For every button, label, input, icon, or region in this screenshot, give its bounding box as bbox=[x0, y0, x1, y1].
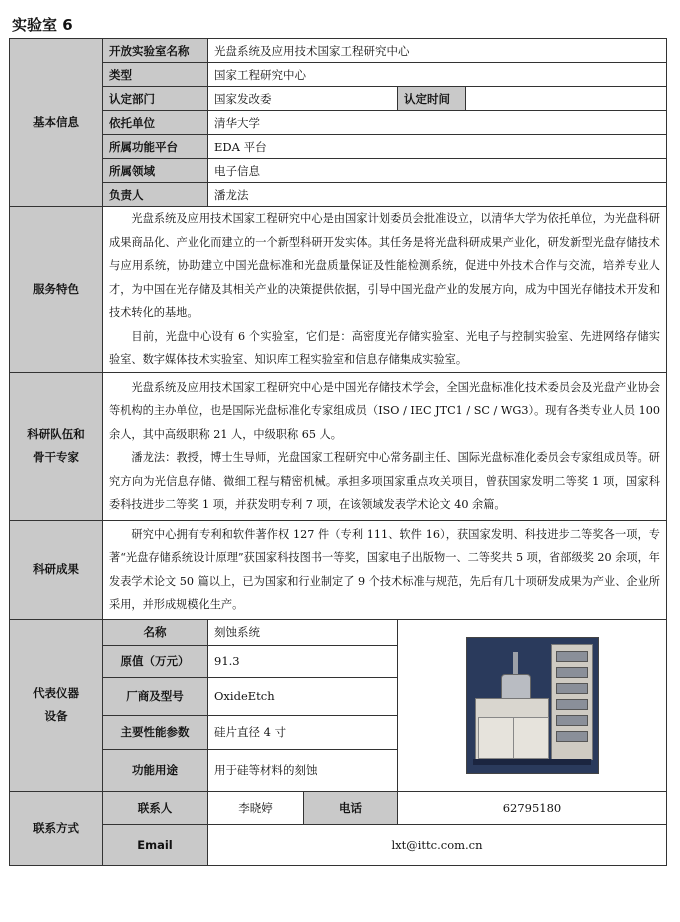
label-director: 负责人 bbox=[103, 183, 208, 207]
value-function: 用于硅等材料的刻蚀 bbox=[208, 749, 398, 791]
label-platform: 所属功能平台 bbox=[103, 135, 208, 159]
value-manufacturer: OxideEtch bbox=[208, 677, 398, 715]
label-email: Email bbox=[103, 824, 208, 865]
lab-info-table bbox=[9, 38, 667, 866]
section-instrument-line1: 代表仪器 bbox=[33, 686, 79, 700]
label-recognition-time: 认定时间 bbox=[398, 87, 466, 111]
value-lab-name: 光盘系统及应用技术国家工程研究中心 bbox=[208, 39, 667, 63]
value-platform: EDA 平台 bbox=[208, 135, 667, 159]
service-paragraph-2: 目前，光盘中心设有 6 个实验室，它们是：高密度光存储实验室、光电子与控制实验室、先进网络存储实验室、数字媒体技术实验室、知识库工程实验室和信息存储集成实验室。 bbox=[109, 329, 660, 366]
service-paragraph-1: 光盘系统及应用技术国家工程研究中心是由国家计划委员会批准设立，以清华大学为依托单位，为光盘科研成果商品化、产业化而建立的一个新型科研开发实体。其任务是将光盘科研成果产业化，研发新型光盘存储技术与应用系统，协助建立中国光盘标准和光盘质量保证及性能检测系统，促进中外技术合作与交流，培养专业人才，为中国在光存储及其相关产业的决策提供依据，引导中国光盘产业的发展方向，成为中国光存储技术开发和技术转化的基地。 bbox=[109, 212, 660, 319]
label-manufacturer: 厂商及型号 bbox=[103, 677, 208, 715]
section-instrument-line2: 设备 bbox=[44, 709, 68, 723]
results-paragraph-1: 研究中心拥有专利和软件著作权 127 件（专利 111、软件 16），获国家发明、科技进步二等奖各一项，专著“光盘存储系统设计原理”获国家科技图书一等奖，国家电子出版物一、二等奖共 5 项，省部级奖 20 余项，年发表学术论文 50 篇以上，已为国家和行业制定了 9 个技术标准与规范，先后有几十项研发成果为产业、企业所采用，并形成规模化生产。 bbox=[109, 527, 660, 611]
section-instrument bbox=[10, 619, 103, 791]
label-host-unit: 依托单位 bbox=[103, 111, 208, 135]
team-paragraph-1: 光盘系统及应用技术国家工程研究中心是中国光存储技术学会，全国光盘标准化技术委员会及光盘产业协会等机构的主办单位，也是国际光盘标准化专家组成员（ISO / IEC JTC1 / SC / WG3）。现有各类专业人员 100 余人，其中高级职称 21 人，中级职称 65 人。 bbox=[109, 380, 660, 441]
etching-system-photo bbox=[466, 637, 599, 774]
value-contact-person: 李晓婷 bbox=[208, 791, 304, 824]
label-lab-name: 开放实验室名称 bbox=[103, 39, 208, 63]
section-basic-info: 基本信息 bbox=[10, 39, 103, 207]
value-department: 国家发改委 bbox=[208, 87, 398, 111]
value-performance: 硅片直径 4 寸 bbox=[208, 715, 398, 749]
value-director: 潘龙法 bbox=[208, 183, 667, 207]
section-contact: 联系方式 bbox=[10, 791, 103, 865]
value-original-value: 91.3 bbox=[208, 645, 398, 677]
label-performance: 主要性能参数 bbox=[103, 715, 208, 749]
results-text bbox=[103, 520, 667, 619]
value-host-unit: 清华大学 bbox=[208, 111, 667, 135]
label-function: 功能用途 bbox=[103, 749, 208, 791]
value-email: lxt@ittc.com.cn bbox=[208, 824, 667, 865]
section-results: 科研成果 bbox=[10, 520, 103, 619]
value-phone: 62795180 bbox=[398, 791, 667, 824]
label-department: 认定部门 bbox=[103, 87, 208, 111]
team-text bbox=[103, 372, 667, 520]
label-contact-person: 联系人 bbox=[103, 791, 208, 824]
value-recognition-time bbox=[466, 87, 667, 111]
section-team-line2: 骨干专家 bbox=[33, 450, 79, 464]
value-type: 国家工程研究中心 bbox=[208, 63, 667, 87]
label-instrument-name: 名称 bbox=[103, 619, 208, 645]
label-field: 所属领域 bbox=[103, 159, 208, 183]
label-type: 类型 bbox=[103, 63, 208, 87]
section-team-line1: 科研队伍和 bbox=[27, 427, 85, 441]
section-service: 服务特色 bbox=[10, 207, 103, 373]
label-phone: 电话 bbox=[304, 791, 398, 824]
service-text bbox=[103, 207, 667, 373]
value-field: 电子信息 bbox=[208, 159, 667, 183]
value-instrument-name: 刻蚀系统 bbox=[208, 619, 398, 645]
section-team bbox=[10, 372, 103, 520]
team-paragraph-2: 潘龙法：教授，博士生导师，光盘国家工程研究中心常务副主任、国际光盘标准化委员会专家组成员等。研究方向为光信息存储、微细工程与精密机械。承担多项国家重点攻关项目，曾获国家发明二等奖 1 项，国家科委科技进步二等奖 1 项，并获发明专利 7 项，在该领域发表学术论文 40 余篇。 bbox=[109, 451, 660, 511]
page-title: 实验室 6 bbox=[12, 16, 73, 34]
instrument-photo-cell bbox=[398, 619, 667, 791]
label-original-value: 原值（万元） bbox=[103, 645, 208, 677]
